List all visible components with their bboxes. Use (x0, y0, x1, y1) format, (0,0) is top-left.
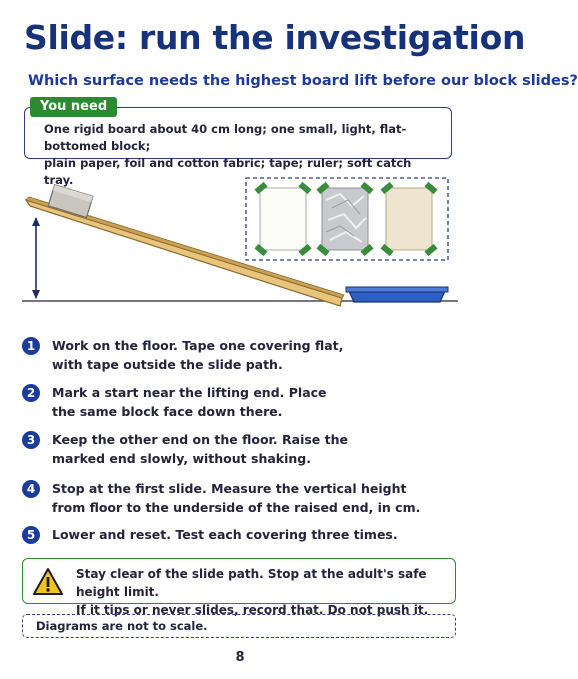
step-text-line: Work on the floor. Tape one covering flat, (52, 338, 344, 353)
foil-sample (316, 182, 373, 256)
you-need-label: You need (30, 97, 117, 117)
step-text-line: Lower and reset. Test each covering three times. (52, 527, 398, 542)
scale-note: Diagrams are not to scale. (36, 619, 208, 633)
step-number: 4 (22, 480, 40, 498)
you-need-line-2: plain paper, foil and cotton fabric; tape; ruler; soft catch tray. (44, 156, 412, 187)
you-need-line-1: One rigid board about 40 cm long; one small, light, flat-bottomed block; (44, 122, 407, 153)
step-number: 3 (22, 431, 40, 449)
step-text-line: from floor to the underside of the raised end, in cm. (52, 500, 421, 515)
step-text-line: with tape outside the slide path. (52, 357, 283, 372)
step-text-line: marked end slowly, without shaking. (52, 451, 311, 466)
step-text-line: the same block face down there. (52, 404, 283, 419)
page-title: Slide: run the investigation (24, 18, 526, 57)
warning-line-2: If it tips or never slides, record that. Do not push it. (76, 603, 429, 617)
catch-tray (346, 287, 448, 302)
step-text-line: Mark a start near the lifting end. Place (52, 385, 327, 400)
page-number: 8 (235, 650, 245, 665)
step-number: 5 (22, 526, 40, 544)
safety-warning-text (76, 565, 446, 619)
step-number: 2 (22, 384, 40, 402)
warning-line-1: Stay clear of the slide path. Stop at the adult's safe height limit. (76, 567, 427, 599)
step-text-line: Stop at the first slide. Measure the vertical height (52, 481, 407, 496)
ramp-diagram (0, 170, 480, 310)
paper-sample (254, 182, 311, 256)
investigation-question: Which surface needs the highest board lift before our block slides? (28, 73, 578, 89)
warning-triangle-icon (32, 567, 64, 596)
step-text-line: Keep the other end on the floor. Raise the (52, 432, 348, 447)
height-arrow (32, 217, 40, 299)
step-number: 1 (22, 337, 40, 355)
cotton-fabric-sample (380, 182, 437, 256)
